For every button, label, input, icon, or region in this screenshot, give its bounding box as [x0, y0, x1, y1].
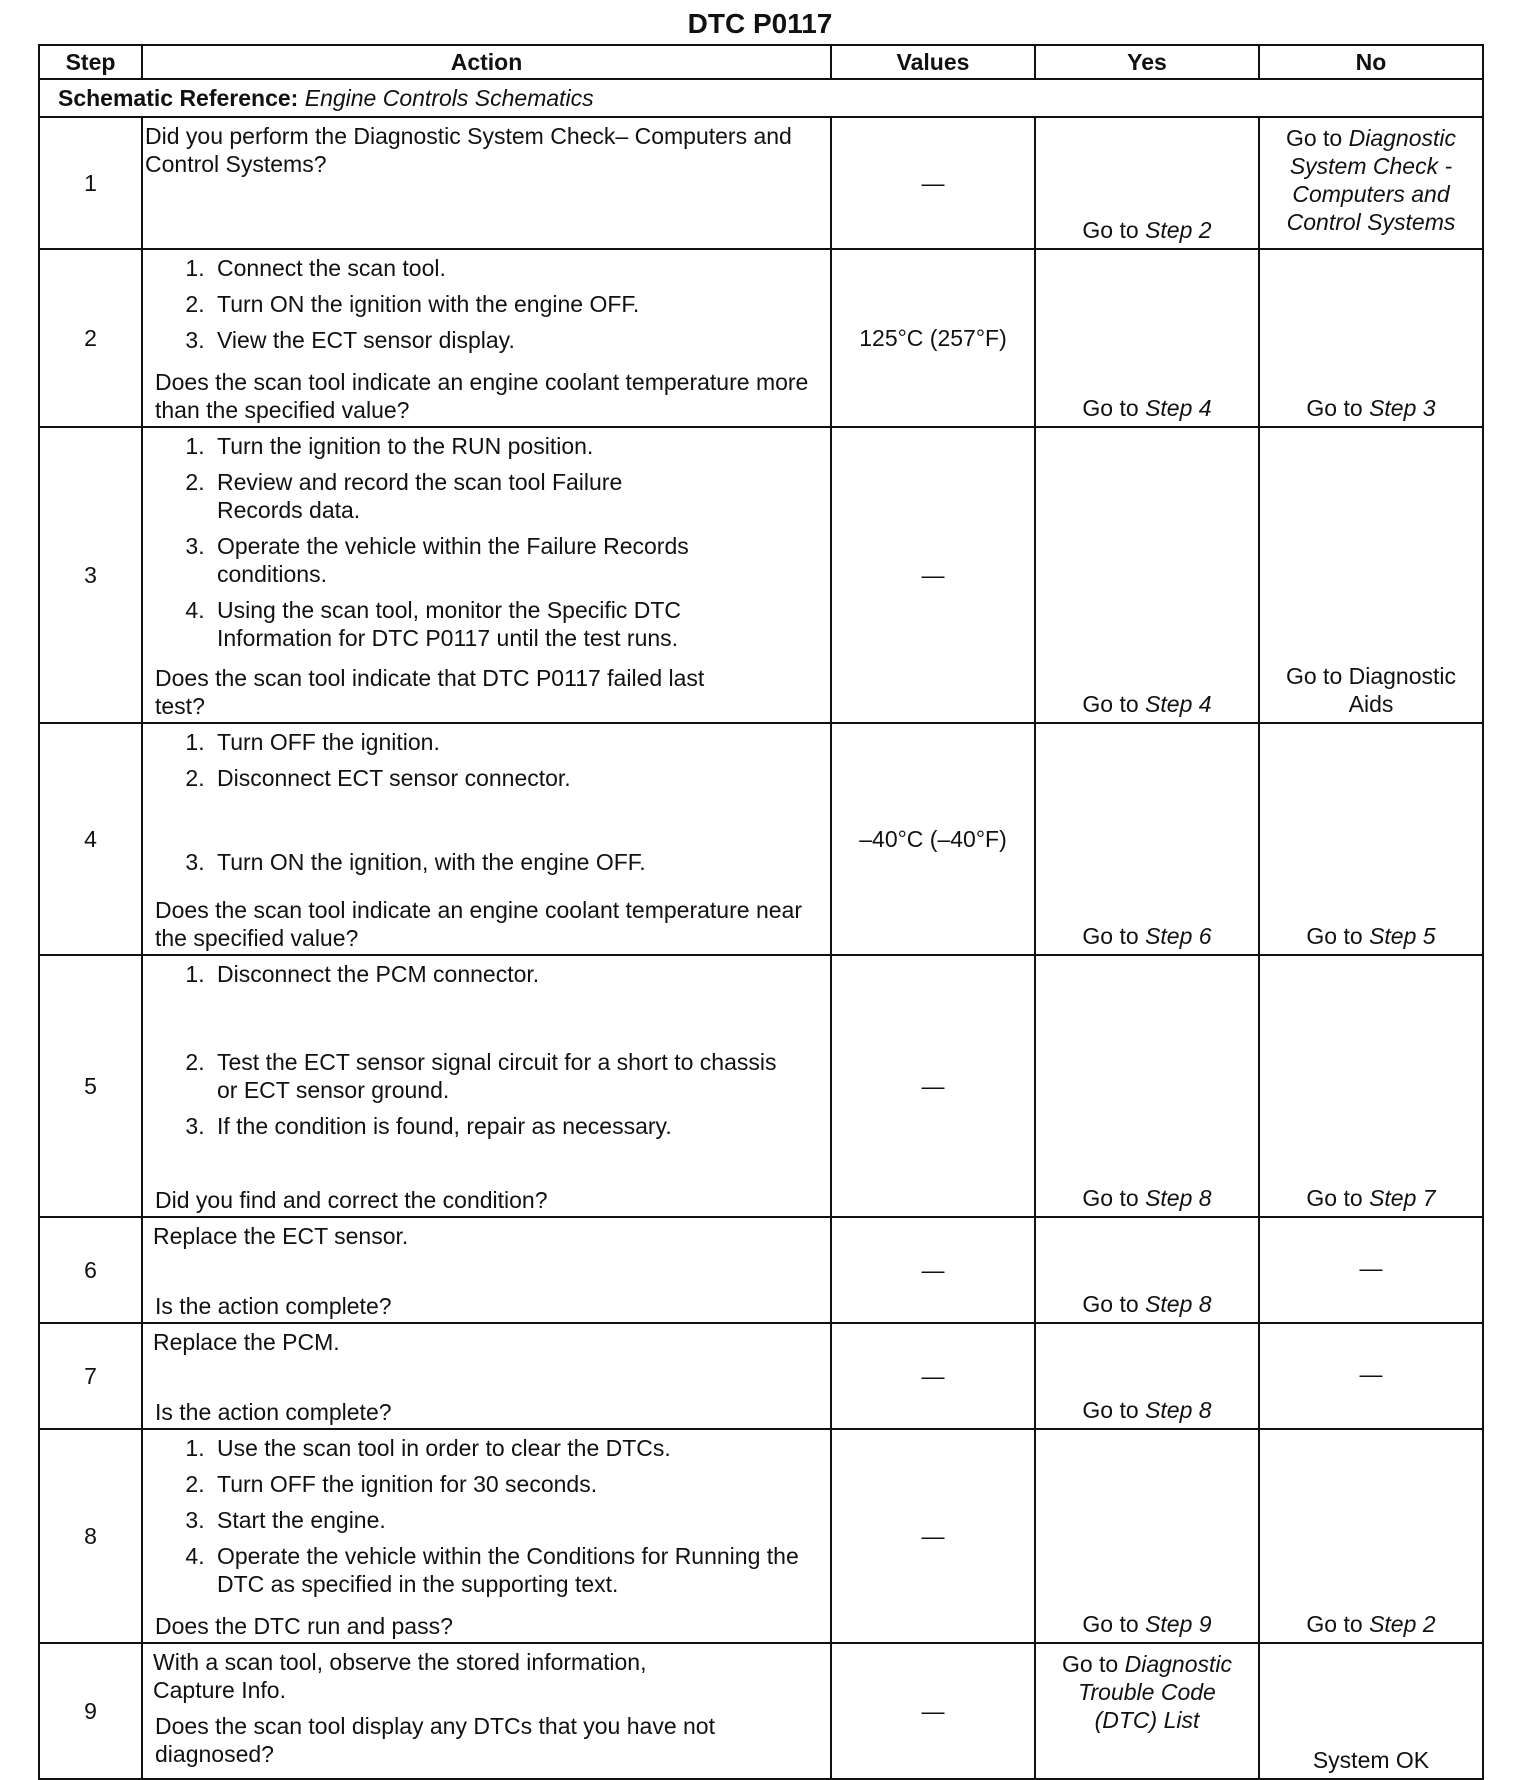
- action-item: 2. Turn OFF the ignition for 30 seconds.: [211, 1470, 820, 1498]
- action-item: 1. Turn the ignition to the RUN position.: [211, 432, 820, 460]
- table-row: [39, 1429, 1483, 1643]
- no-text: Go to: [1306, 923, 1363, 949]
- action-item: 3. View the ECT sensor display.: [211, 326, 820, 354]
- action-question: Is the action complete?: [155, 1293, 392, 1319]
- action-question: Does the scan tool indicate an engine coolant temperature near the specified value?: [155, 897, 802, 951]
- header-values: Values: [831, 45, 1035, 79]
- yes-ref: Step 4: [1145, 691, 1212, 717]
- yes-text: Go to: [1082, 691, 1139, 717]
- yes-cell: [1035, 1217, 1259, 1323]
- yes-text: Go to: [1082, 217, 1139, 243]
- action-item: 4. Using the scan tool, monitor the Specific DTC Information for DTC P0117 until the test runs.: [211, 596, 820, 652]
- yes-cell: [1035, 955, 1259, 1217]
- yes-text: Go to: [1061, 1651, 1119, 1677]
- no-cell: [1259, 955, 1483, 1217]
- action-item: 2. Review and record the scan tool Failure Records data.: [211, 468, 820, 524]
- no-text: Go to: [1285, 125, 1343, 151]
- action-item: 4. Operate the vehicle within the Conditions for Running the DTC as specified in the supporting text.: [211, 1542, 820, 1598]
- action-question: Does the scan tool indicate that DTC P0117 failed last test?: [155, 665, 705, 719]
- no-cell: [1259, 117, 1483, 249]
- action-list: [153, 432, 820, 660]
- yes-ref: Step 2: [1145, 217, 1212, 243]
- action-cell: [142, 249, 831, 427]
- action-item: 3. Turn ON the ignition, with the engine OFF.: [211, 848, 820, 876]
- action-list: [153, 254, 820, 362]
- no-cell: —: [1259, 1323, 1483, 1429]
- no-text: Go to: [1306, 1185, 1363, 1211]
- action-list: [153, 960, 820, 1148]
- schematic-reference: [39, 79, 1483, 117]
- step-number: 8: [39, 1429, 142, 1643]
- no-ref: Step 5: [1369, 923, 1436, 949]
- no-cell: System OK: [1259, 1643, 1483, 1779]
- yes-text: Go to: [1082, 923, 1139, 949]
- table-row: [39, 249, 1483, 427]
- yes-cell: [1035, 117, 1259, 249]
- yes-ref: Step 4: [1145, 395, 1212, 421]
- no-cell: —: [1259, 1217, 1483, 1323]
- action-question: Does the DTC run and pass?: [155, 1613, 453, 1639]
- action-question: Is the action complete?: [155, 1399, 392, 1425]
- yes-ref: Step 6: [1145, 923, 1212, 949]
- action-item: 1. Turn OFF the ignition.: [211, 728, 820, 756]
- schematic-row: [39, 79, 1483, 117]
- action-list: [153, 1434, 820, 1606]
- action-item: 2. Disconnect ECT sensor connector.: [211, 764, 820, 792]
- value-cell: –40°C (–40°F): [831, 723, 1035, 955]
- yes-cell: [1035, 723, 1259, 955]
- table-row: [39, 117, 1483, 249]
- no-cell: [1259, 1429, 1483, 1643]
- no-ref: Step 7: [1369, 1185, 1436, 1211]
- action-cell: [142, 1429, 831, 1643]
- action-item: 2. Test the ECT sensor signal circuit for a short to chassis or ECT sensor ground.: [211, 1048, 820, 1104]
- action-cell: [142, 427, 831, 723]
- value-cell: —: [831, 1643, 1035, 1779]
- yes-ref: Step 8: [1145, 1185, 1212, 1211]
- action-cell: [142, 1323, 831, 1429]
- step-number: 4: [39, 723, 142, 955]
- action-intro: Did you perform the Diagnostic System Check– Computers and Control Systems?: [145, 123, 792, 177]
- no-text: Go to: [1306, 395, 1363, 421]
- table-row: [39, 1217, 1483, 1323]
- step-number: 2: [39, 249, 142, 427]
- yes-ref: Step 8: [1145, 1397, 1212, 1423]
- yes-text: Go to: [1082, 1185, 1139, 1211]
- action-intro: With a scan tool, observe the stored information, Capture Info.: [153, 1649, 647, 1703]
- action-question: Did you find and correct the condition?: [155, 1187, 548, 1213]
- table-row: [39, 1323, 1483, 1429]
- value-cell: —: [831, 427, 1035, 723]
- value-cell: —: [831, 117, 1035, 249]
- table-row: [39, 955, 1483, 1217]
- action-cell: [142, 1643, 831, 1779]
- no-cell: [1259, 723, 1483, 955]
- action-question: Does the scan tool display any DTCs that you have not diagnosed?: [155, 1713, 715, 1767]
- action-item: 1. Connect the scan tool.: [211, 254, 820, 282]
- table-row: [39, 427, 1483, 723]
- value-cell: —: [831, 1429, 1035, 1643]
- value-cell: —: [831, 955, 1035, 1217]
- no-text: Go to: [1306, 1611, 1363, 1637]
- action-cell: [142, 955, 831, 1217]
- action-cell: [142, 1217, 831, 1323]
- dtc-table: [38, 44, 1484, 1780]
- action-intro: Replace the ECT sensor.: [153, 1223, 409, 1249]
- yes-cell: [1035, 1323, 1259, 1429]
- action-item: 3. Operate the vehicle within the Failure Records conditions.: [211, 532, 820, 588]
- step-number: 3: [39, 427, 142, 723]
- schematic-label: Schematic Reference:: [58, 85, 299, 111]
- table-row: [39, 1643, 1483, 1779]
- yes-text: Go to: [1082, 1291, 1139, 1317]
- yes-text: Go to: [1082, 395, 1139, 421]
- value-cell: —: [831, 1323, 1035, 1429]
- yes-cell: [1035, 249, 1259, 427]
- no-cell: Go to Diagnostic Aids: [1259, 427, 1483, 723]
- action-question: Does the scan tool indicate an engine coolant temperature more than the specified value?: [155, 369, 809, 423]
- yes-text: Go to: [1082, 1397, 1139, 1423]
- step-number: 5: [39, 955, 142, 1217]
- action-item: 3. Start the engine.: [211, 1506, 820, 1534]
- schematic-link: Engine Controls Schematics: [304, 85, 594, 111]
- step-number: 7: [39, 1323, 142, 1429]
- header-action: Action: [142, 45, 831, 79]
- step-number: 1: [39, 117, 142, 249]
- yes-cell: [1035, 1429, 1259, 1643]
- page-title: DTC P0117: [687, 8, 833, 39]
- yes-cell: [1035, 427, 1259, 723]
- action-item: 1. Use the scan tool in order to clear the DTCs.: [211, 1434, 820, 1462]
- header-step: Step: [39, 45, 142, 79]
- no-cell: [1259, 249, 1483, 427]
- yes-ref: Step 8: [1145, 1291, 1212, 1317]
- table-row: [39, 723, 1483, 955]
- yes-ref: Diagnostic Trouble Code (DTC) List: [1078, 1651, 1233, 1733]
- value-cell: 125°C (257°F): [831, 249, 1035, 427]
- no-ref: Step 2: [1369, 1611, 1436, 1637]
- yes-text: Go to: [1082, 1611, 1139, 1637]
- action-list: [153, 728, 820, 884]
- yes-ref: Step 9: [1145, 1611, 1212, 1637]
- step-number: 6: [39, 1217, 142, 1323]
- action-intro: Replace the PCM.: [153, 1329, 340, 1355]
- value-cell: —: [831, 1217, 1035, 1323]
- action-cell: [142, 723, 831, 955]
- header-yes: Yes: [1035, 45, 1259, 79]
- action-item: 3. If the condition is found, repair as necessary.: [211, 1112, 820, 1140]
- action-cell: [142, 117, 831, 249]
- action-item: 1. Disconnect the PCM connector.: [211, 960, 820, 988]
- action-item: 2. Turn ON the ignition with the engine OFF.: [211, 290, 820, 318]
- no-ref: Diagnostic System Check - Computers and Control Systems: [1286, 125, 1457, 235]
- no-ref: Step 3: [1369, 395, 1436, 421]
- header-row: [39, 45, 1483, 79]
- header-no: No: [1259, 45, 1483, 79]
- yes-cell: [1035, 1643, 1259, 1779]
- step-number: 9: [39, 1643, 142, 1779]
